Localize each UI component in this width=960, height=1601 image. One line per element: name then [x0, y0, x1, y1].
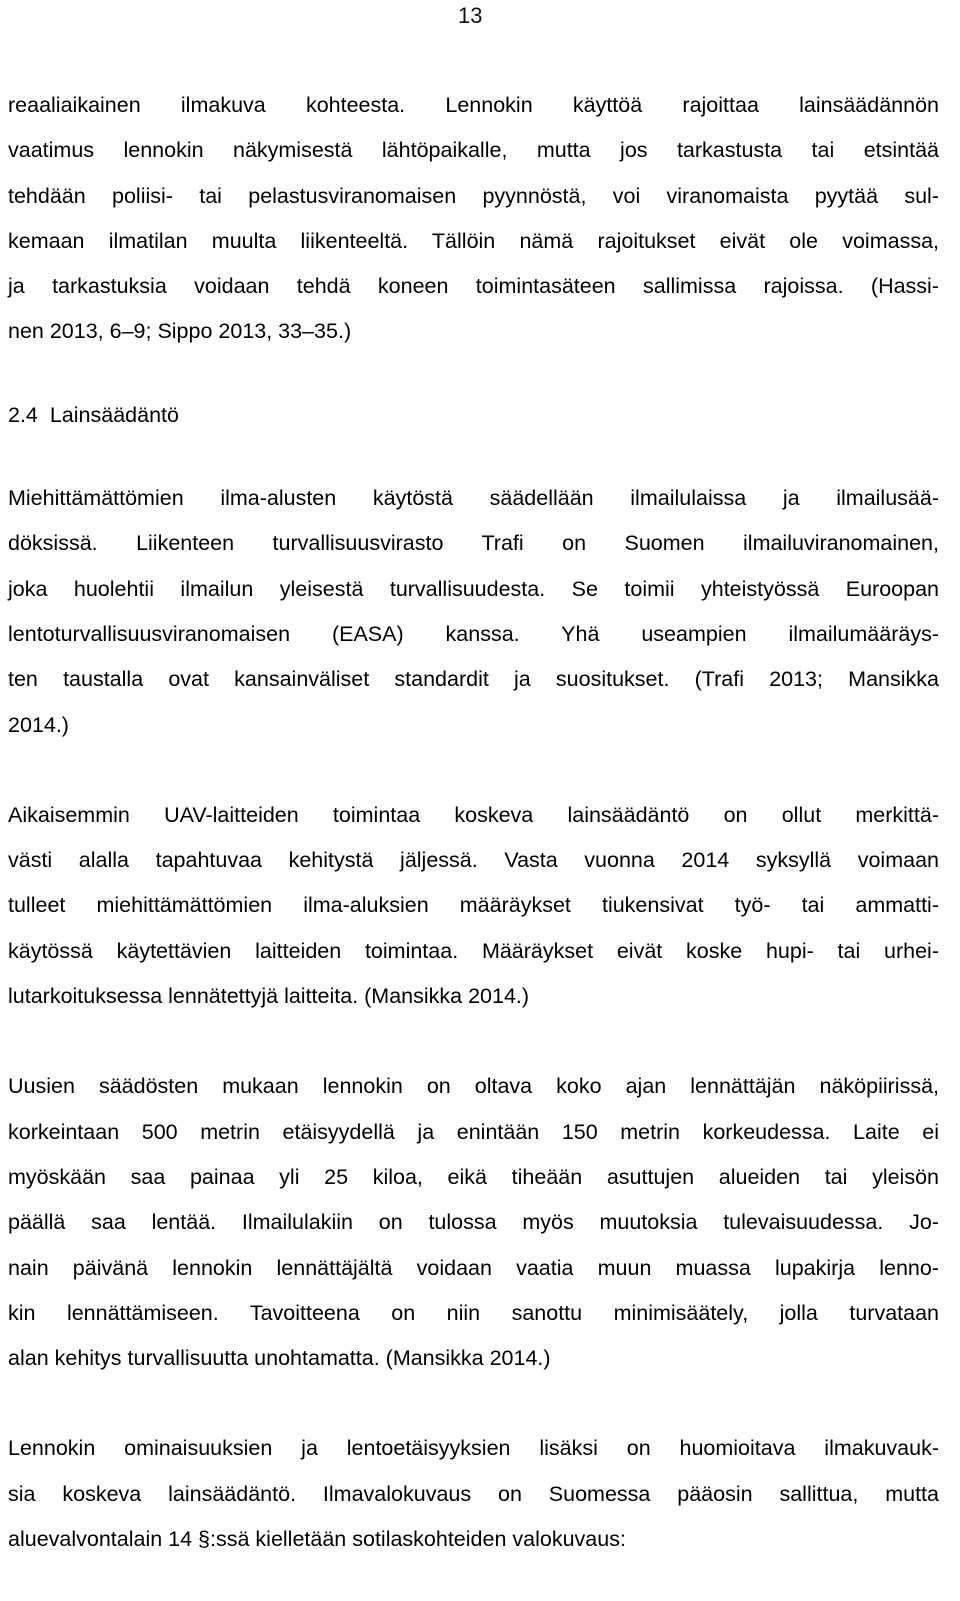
- text-line: Lennokin ominaisuuksien ja lentoetäisyyksien lisäksi on huomioitava ilmakuvauk-: [8, 1436, 939, 1461]
- page-number: 13: [458, 3, 483, 28]
- text-line: aluevalvontalain 14 §:ssä kielletään sotilaskohteiden valokuvaus:: [8, 1527, 626, 1552]
- text-line: Uusien säädösten mukaan lennokin on oltava koko ajan lennättäjän näköpiirissä,: [8, 1074, 939, 1099]
- text-line: päällä saa lentää. Ilmailulakiin on tulossa myös muutoksia tulevaisuudessa. Jo-: [8, 1210, 939, 1235]
- text-line: tulleet miehittämättömien ilma-aluksien määräykset tiukensivat työ- tai ammatti-: [8, 893, 939, 918]
- text-line: västi alalla tapahtuvaa kehitystä jäljessä. Vasta vuonna 2014 syksyllä voimaan: [8, 848, 939, 873]
- text-line: ten taustalla ovat kansainväliset standardit ja suositukset. (Trafi 2013; Mansikka: [8, 667, 939, 692]
- text-line: nain päivänä lennokin lennättäjältä voidaan vaatia muun muassa lupakirja lenno-: [8, 1255, 939, 1280]
- text-line: lutarkoituksessa lennätettyjä laitteita. (Mansikka 2014.): [8, 984, 530, 1009]
- text-line: 2014.): [8, 712, 69, 737]
- spacer: [8, 748, 939, 793]
- text-line: käytössä käytettävien laitteiden toimintaa. Määräykset eivät koske hupi- tai urhei-: [8, 938, 939, 963]
- paragraph-3: [8, 1064, 939, 1381]
- text-line: sia koskeva lainsäädäntö. Ilmavalokuvaus on Suomessa pääosin sallittua, mutta: [8, 1481, 939, 1506]
- text-line: reaaliaikainen ilmakuva kohteesta. Lennokin käyttöä rajoittaa lainsäädännön: [8, 93, 939, 117]
- text-line: vaatimus lennokin näkymisestä lähtöpaikalle, mutta jos tarkastusta tai etsintää: [8, 138, 939, 163]
- text-line: nen 2013, 6–9; Sippo 2013, 33–35.): [8, 319, 352, 344]
- text-line: lentoturvallisuusviranomaisen (EASA) kanssa. Yhä useampien ilmailumääräys-: [8, 621, 939, 646]
- section-number: 2.4: [8, 402, 38, 427]
- text-line: joka huolehtii ilmailun yleisestä turvallisuudesta. Se toimii yhteistyössä Euroopan: [8, 576, 939, 601]
- text-line: tehdään poliisi- tai pelastusviranomaisen pyynnöstä, voi viranomaista pyytää sul-: [8, 183, 939, 208]
- spacer: [8, 355, 939, 393]
- paragraph-1: [8, 476, 939, 748]
- spacer: [8, 1019, 939, 1064]
- spacer: [8, 1381, 939, 1426]
- text-line: Aikaisemmin UAV-laitteiden toimintaa koskeva lainsäädäntö on ollut merkittä-: [8, 802, 939, 827]
- paragraph-intro: [8, 83, 939, 355]
- section-title: Lainsäädäntö: [49, 402, 179, 427]
- text-line: alan kehitys turvallisuutta unohtamatta. (Mansikka 2014.): [8, 1346, 551, 1371]
- section-heading: [8, 393, 939, 438]
- spacer: [8, 438, 939, 476]
- paragraph-2: [8, 793, 939, 1019]
- text-line: kin lennättämiseen. Tavoitteena on niin sanottu minimisäätely, jolla turvataan: [8, 1300, 939, 1325]
- text-line: korkeintaan 500 metrin etäisyydellä ja enintään 150 metrin korkeudessa. Laite ei: [8, 1119, 939, 1144]
- text-line: kemaan ilmatilan muulta liikenteeltä. Tällöin nämä rajoitukset eivät ole voimassa,: [8, 228, 939, 253]
- text-line: myöskään saa painaa yli 25 kiloa, eikä tiheään asuttujen alueiden tai yleisön: [8, 1164, 939, 1189]
- text-line: ja tarkastuksia voidaan tehdä koneen toimintasäteen sallimissa rajoissa. (Hassi-: [8, 274, 939, 299]
- document-body: [8, 83, 939, 1562]
- text-line: Miehittämättömien ilma-alusten käytöstä säädellään ilmailulaissa ja ilmailusää-: [8, 486, 939, 511]
- paragraph-4: [8, 1426, 939, 1562]
- text-line: döksissä. Liikenteen turvallisuusvirasto Trafi on Suomen ilmailuviranomainen,: [8, 531, 939, 556]
